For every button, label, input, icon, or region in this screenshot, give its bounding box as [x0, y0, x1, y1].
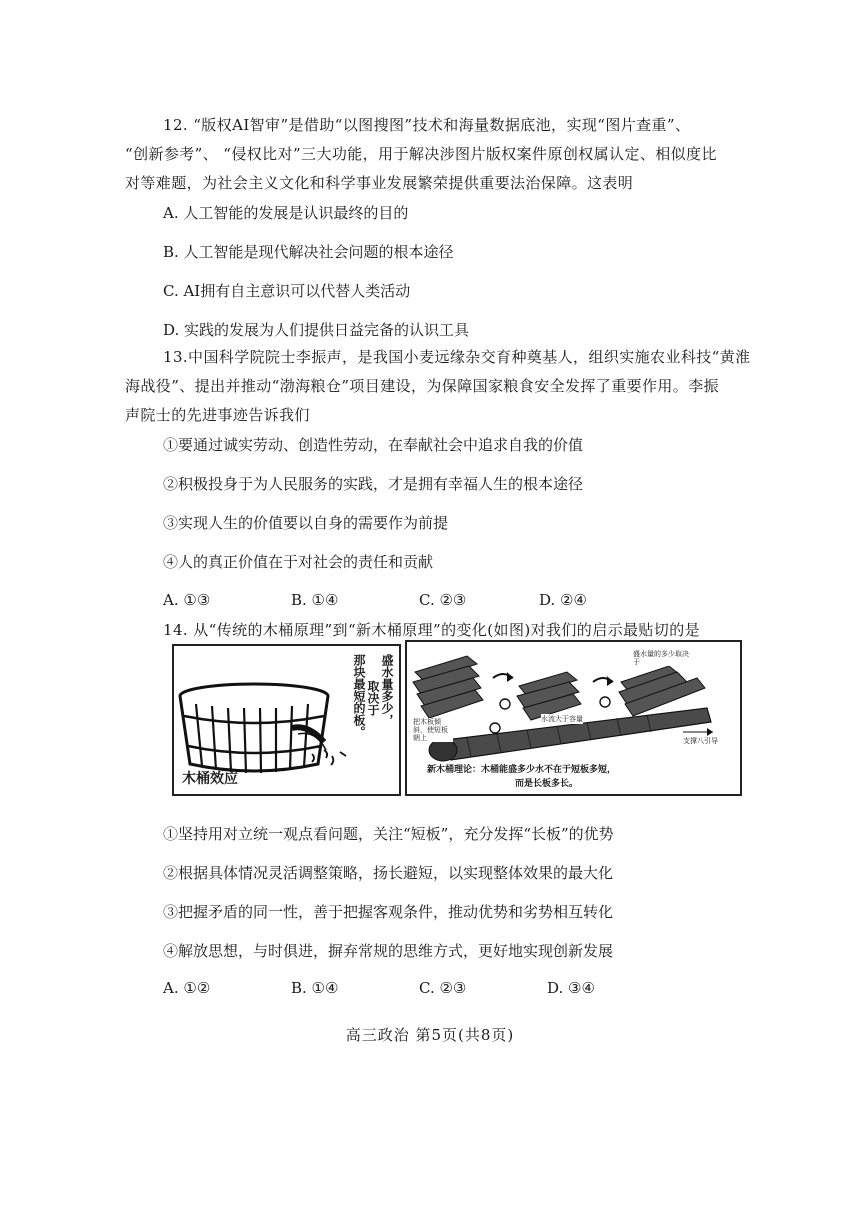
q12-option-d: D. 实践的发展为人们提供日益完备的认识工具	[163, 321, 470, 339]
q14-statement-3: ③把握矛盾的同一性，善于把握客观条件，推动优势和劣势相互转化	[163, 903, 614, 921]
q14-choice-c: C. ②③	[419, 979, 467, 997]
new-barrel-theory-figure	[405, 640, 742, 796]
q14-statement-1: ①坚持用对立统一观点看问题，关注“短板”，充分发挥“长板”的优势	[163, 825, 614, 843]
label-water-depends: 盛水量的多少取决于	[633, 650, 693, 666]
barrel-effect-caption: 木桶效应	[182, 771, 238, 787]
new-barrel-caption-line-1: 新木桶理论：木桶能盛多少水不在于短板多短，	[427, 765, 617, 775]
page-footer: 高三政治 第5页(共8页)	[345, 1026, 515, 1044]
q14-choice-d: D. ③④	[547, 979, 595, 997]
barrel-vertical-text	[352, 654, 393, 738]
q12-stem-line-1: 12. “版权AI智审”是借助“以图搜图”技术和海量数据底池，实现“图片查重”、	[163, 116, 691, 134]
q13-choice-b: B. ①④	[291, 591, 339, 609]
q12-option-c: C. AI拥有自主意识可以代替人类活动	[163, 282, 411, 300]
vertical-text-col-1: 盛水量多少，	[380, 654, 394, 726]
label-tilt-board: 把木板倾斜，使短板朝上	[413, 718, 453, 742]
q13-statement-1: ①要通过诚实劳动、创造性劳动，在奉献社会中追求自我的价值	[163, 436, 584, 454]
label-water-exceeds: 水流大于容量	[541, 715, 583, 723]
q13-stem-line-1: 13.中国科学院院士李振声，是我国小麦远缘杂交育种奠基人，组织实施农业科技“黄淮	[163, 348, 751, 366]
q14-stem: 14. 从“传统的木桶原理”到“新木桶原理”的变化(如图)对我们的启示最贴切的是	[163, 621, 701, 639]
q13-choice-a: A. ①③	[163, 591, 211, 609]
q14-choice-b: B. ①④	[291, 979, 339, 997]
q13-stem-line-2: 海战役”、提出并推动“渤海粮仓”项目建设，为保障国家粮食安全发挥了重要作用。李振	[125, 377, 720, 395]
q13-statement-3: ③实现人生的价值要以自身的需要作为前提	[163, 514, 449, 532]
vertical-text-col-2: 取决于	[366, 680, 380, 716]
q12-stem-line-3: 对等难题，为社会主义文化和科学事业发展繁荣提供重要法治保障。这表明	[125, 174, 634, 192]
q14-statement-4: ④解放思想，与时俱进，摒弃常规的思维方式，更好地实现创新发展	[163, 942, 614, 960]
q14-choice-a: A. ①②	[163, 979, 211, 997]
q13-choice-d: D. ②④	[539, 591, 587, 609]
q12-stem-line-2: “创新参考”、 “侵权比对”三大功能，用于解决涉图片版权案件原创权属认定、相似度比	[125, 145, 717, 163]
q13-choice-c: C. ②③	[419, 591, 467, 609]
q14-statement-2: ②根据具体情况灵活调整策略，扬长避短，以实现整体效果的最大化	[163, 864, 614, 882]
label-support: 支撑八引导	[683, 737, 718, 745]
vertical-text-col-3: 那块最短的板。	[352, 654, 366, 738]
q12-option-a: A. 人工智能的发展是认识最终的目的	[163, 204, 409, 222]
q13-stem-line-3: 声院士的先进事迹告诉我们	[125, 406, 310, 424]
q13-statement-4: ④人的真正价值在于对社会的责任和贡献	[163, 553, 434, 571]
barrel-effect-figure	[172, 644, 401, 796]
q13-statement-2: ②积极投身于为人民服务的实践，才是拥有幸福人生的根本途径	[163, 475, 584, 493]
new-barrel-caption-line-2: 而是长板多长。	[515, 779, 579, 789]
q12-option-b: B. 人工智能是现代解决社会问题的根本途径	[163, 243, 454, 261]
